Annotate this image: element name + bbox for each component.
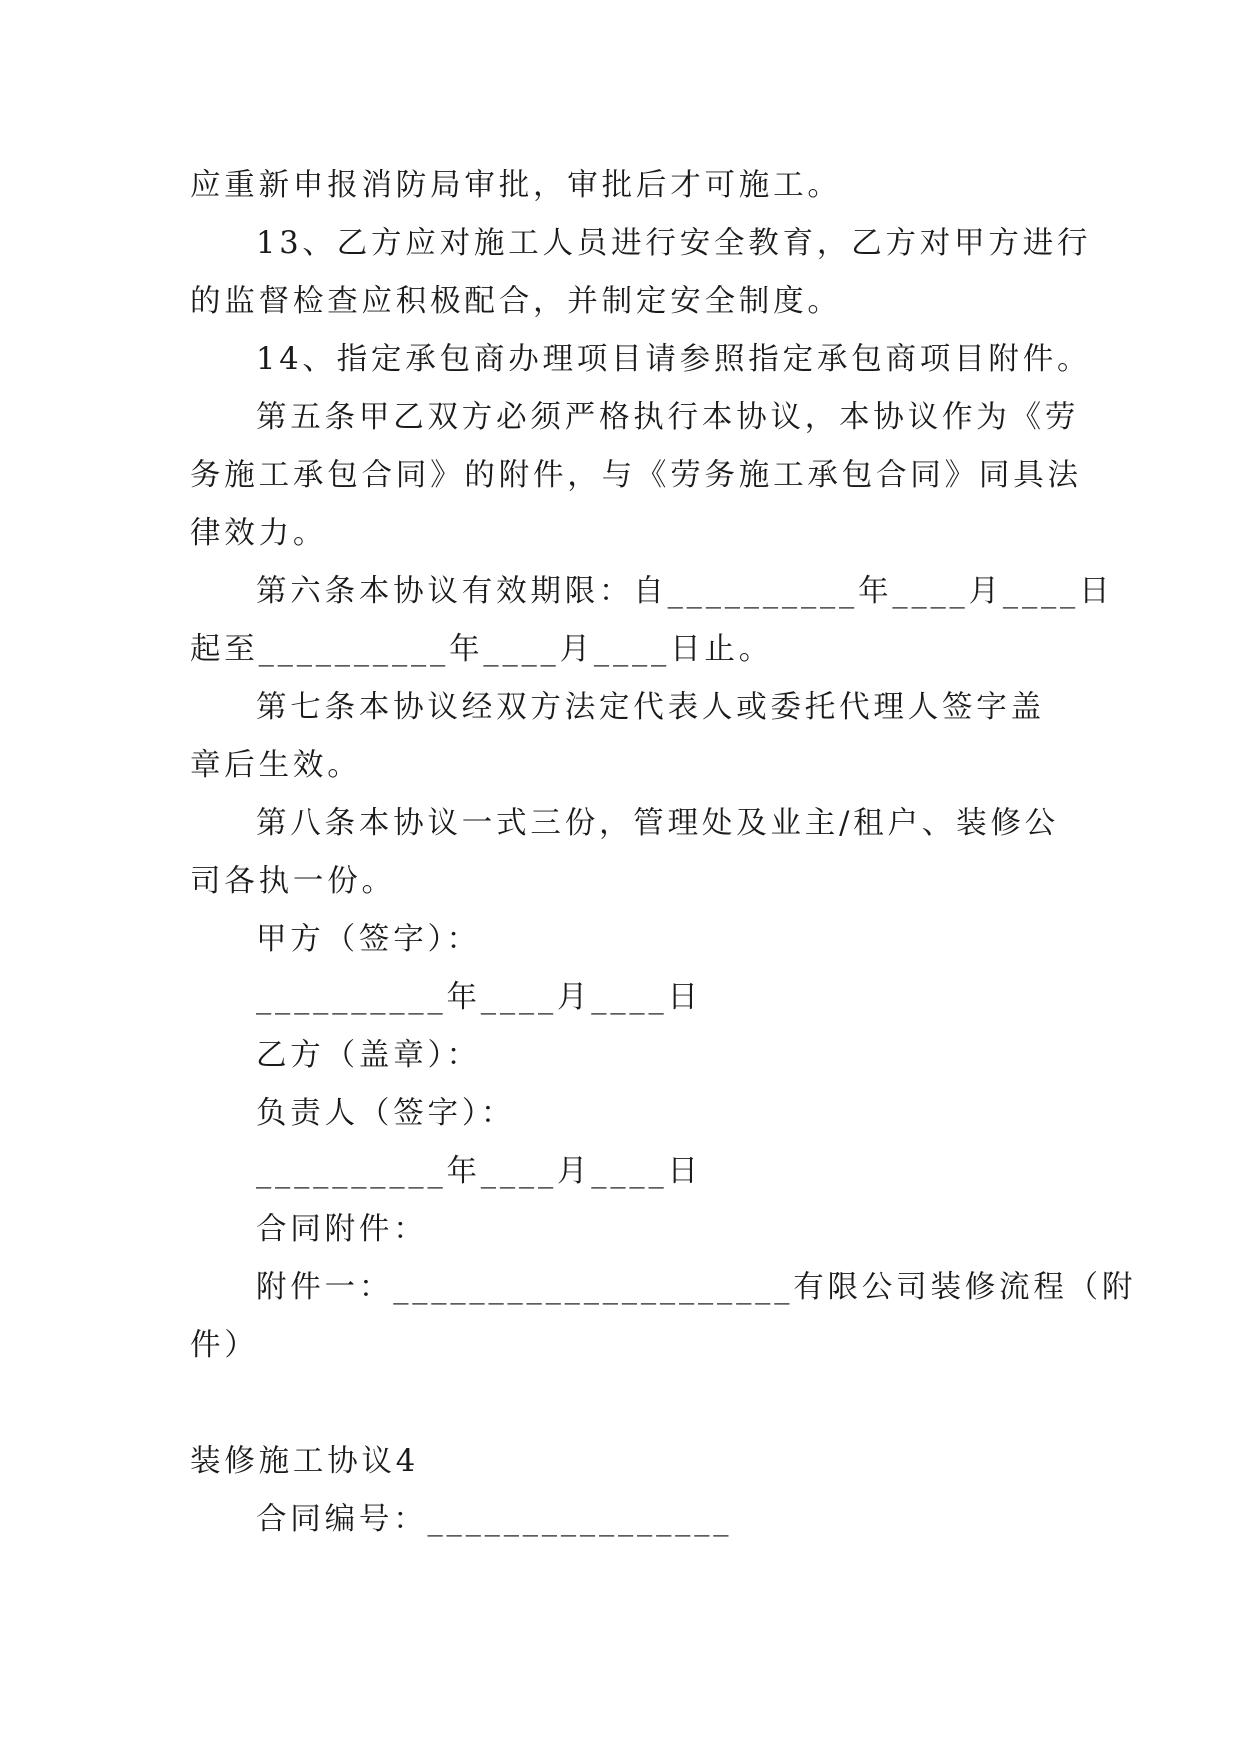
paragraph-line: 13、乙方应对施工人员进行安全教育，乙方对甲方进行 — [256, 226, 1092, 261]
signature-label-party-b: 乙方（盖章）： — [256, 1038, 481, 1073]
paragraph-line: 第八条本协议一式三份，管理处及业主/租户、装修公 — [256, 806, 1059, 841]
paragraph-line: 司各执一份。 — [190, 864, 396, 899]
paragraph-line: 律效力。 — [190, 516, 328, 551]
paragraph-line: 务施工承包合同》的附件，与《劳务施工承包合同》同具法 — [190, 458, 1082, 493]
date-blank-line: __________年____月____日 — [256, 1154, 702, 1189]
paragraph-line: 第七条本协议经双方法定代表人或委托代理人签字盖 — [256, 690, 1045, 725]
attachment-item-continued: 件） — [190, 1328, 259, 1363]
contract-number-line: 合同编号：________________ — [256, 1502, 733, 1537]
attachment-item: 附件一：_____________________有限公司装修流程（附 — [256, 1270, 1137, 1305]
signature-label-responsible: 负责人（签字）： — [256, 1096, 516, 1131]
attachments-heading: 合同附件： — [256, 1212, 428, 1247]
section-title: 装修施工协议4 — [190, 1444, 420, 1479]
paragraph-line: 14、指定承包商办理项目请参照指定承包商项目附件。 — [256, 342, 1092, 377]
paragraph-line: 章后生效。 — [190, 748, 362, 783]
paragraph-line: 第五条甲乙双方必须严格执行本协议，本协议作为《劳 — [256, 400, 1080, 435]
paragraph-line: 第六条本协议有效期限：自__________年____月____日 — [256, 574, 1114, 609]
paragraph-line: 起至__________年____月____日止。 — [190, 632, 773, 667]
signature-label-party-a: 甲方（签字）： — [256, 922, 481, 957]
paragraph-line: 应重新申报消防局审批，审批后才可施工。 — [190, 168, 842, 203]
date-blank-line: __________年____月____日 — [256, 980, 702, 1015]
paragraph-line: 的监督检查应积极配合，并制定安全制度。 — [190, 284, 842, 319]
